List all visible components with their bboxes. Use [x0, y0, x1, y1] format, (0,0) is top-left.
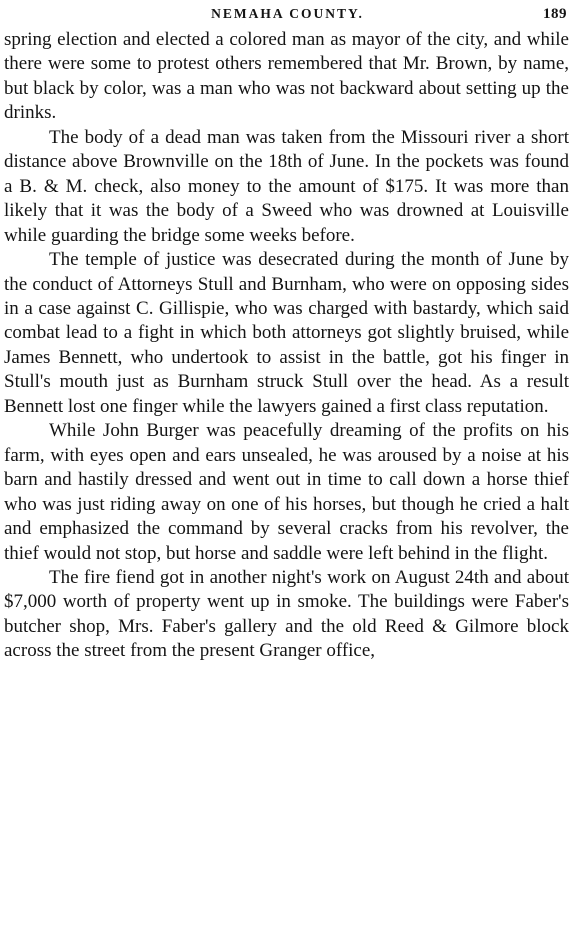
page-number: 189 — [543, 6, 567, 22]
paragraph-horse-thief: While John Burger was peacefully dreaming of the profits on his farm, with eyes open and ears unsealed, he was aroused by a noise at his barn and hastily dressed and went out in time to call down a horse thief who was just riding away on one of his horses, but though he cried a halt and emphasized the command by several cracks from his revolver, the thief would not stop, but horse and saddle were left behind in the flight. — [4, 420, 569, 564]
running-head-title: NEMAHA COUNTY. — [211, 6, 364, 21]
paragraph-temple-of-justice: The temple of justice was desecrated during the month of June by the conduct of Attorneys Stull and Burnham, who were on opposing sides in a case against C. Gillispie, who was charged with bastardy, which said combat lead to a fight in which both attorneys got slightly bruised, while James Bennett, who undertook to assist in the battle, got his finger in Stull's mouth just as Burnham struck Stull over the head. As a result Bennett lost one finger while the lawyers gained a first class reputation. — [4, 249, 569, 417]
running-header — [0, 6, 575, 26]
paragraph-continued: spring election and elected a colored man as mayor of the city, and while there were some to protest others remembered that Mr. Brown, by name, but black by color, was a man who was not backward about setting up the drinks. — [4, 29, 569, 124]
paragraph-dead-man-missouri: The body of a dead man was taken from the Missouri river a short distance above Brownville on the 18th of June. In the pockets was found a B. & M. check, also money to the amount of $175. It was more than likely that it was the body of a Sweed who was drowned at Louisville while guarding the bridge some weeks before. — [4, 126, 569, 246]
paragraph-fire-fiend: The fire fiend got in another night's work on August 24th and about $7,000 worth of property went up in smoke. The buildings were Faber's butcher shop, Mrs. Faber's gallery and the old Reed & Gilmore block across the street from the present Granger office, — [4, 566, 569, 662]
page-body-text — [4, 28, 569, 664]
